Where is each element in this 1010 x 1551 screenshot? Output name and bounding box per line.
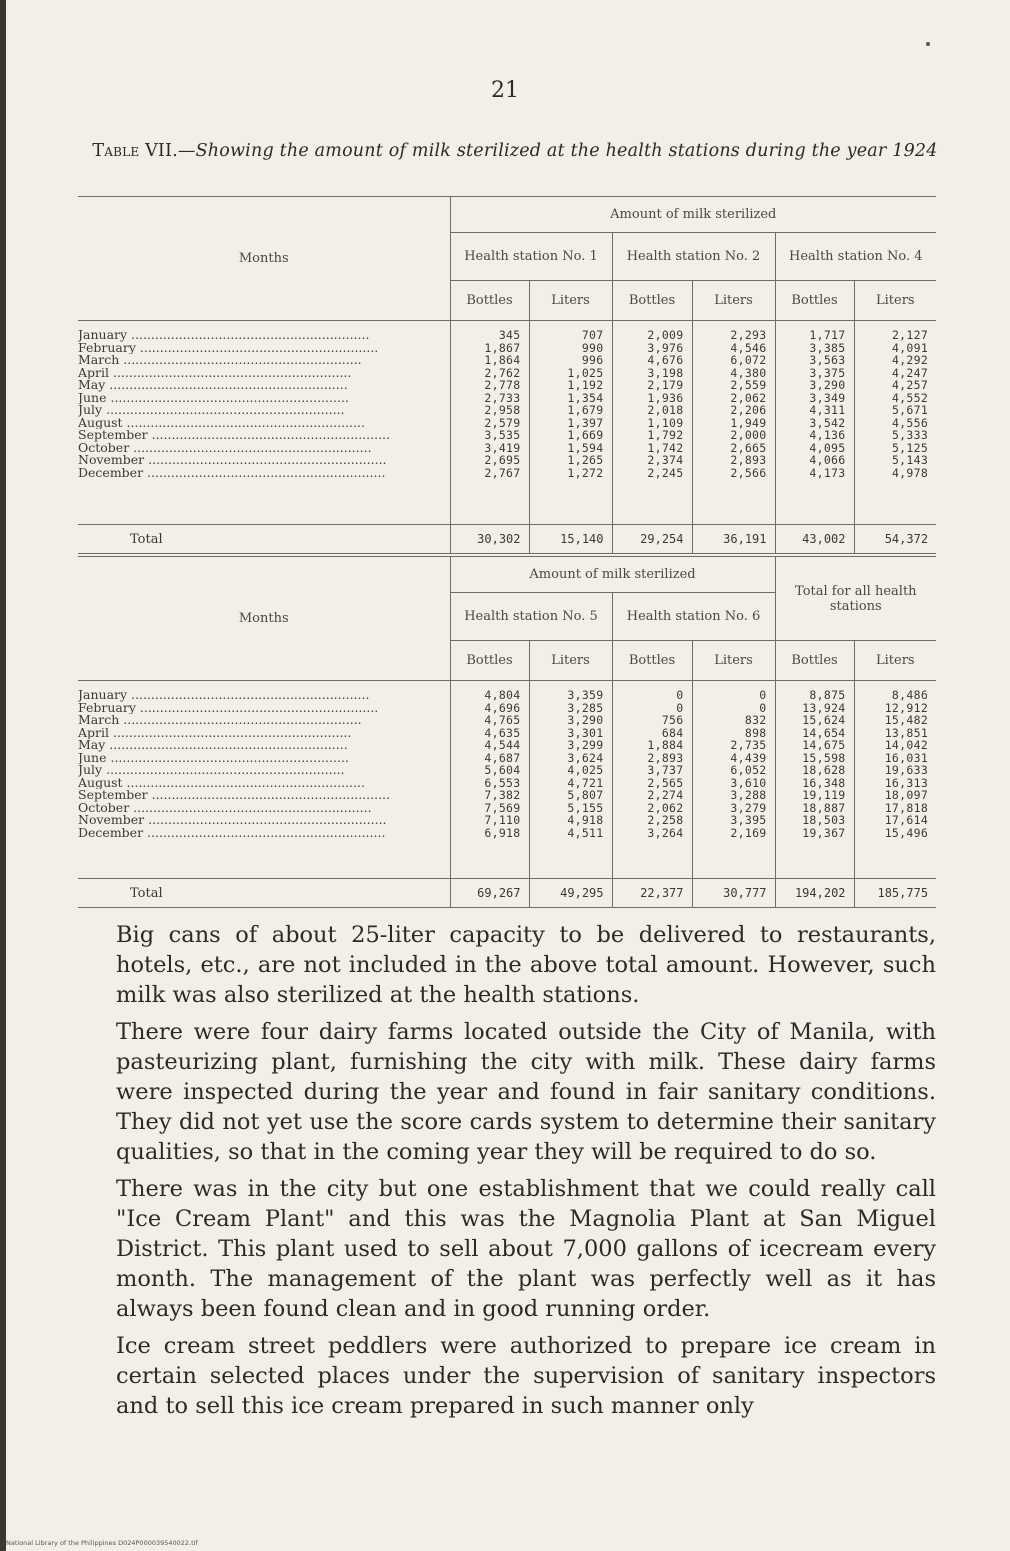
month-column bbox=[78, 321, 450, 525]
month-label: August ............................................................ bbox=[78, 416, 365, 429]
table-cell: 1,192 bbox=[567, 378, 604, 392]
liters-column bbox=[692, 681, 775, 879]
table-cell: 3,610 bbox=[730, 775, 767, 790]
table-cell: 19,633 bbox=[884, 763, 929, 777]
table-cell: 4,257 bbox=[891, 378, 929, 392]
table-cell: 4,292 bbox=[891, 353, 929, 367]
table-cell: 14,042 bbox=[884, 738, 929, 752]
total-label: Total bbox=[130, 885, 163, 901]
paragraph: Big cans of about 25-liter capacity to be delivered to restaurants, hotels, etc., are not included in the above total amount. However, such milk was also sterilized at the health stations. bbox=[116, 922, 936, 1008]
table-cell: 2,206 bbox=[730, 403, 767, 417]
total-value: 185,775 bbox=[854, 879, 936, 908]
table-cell: 2,735 bbox=[730, 738, 767, 752]
station-header: Health station No. 6 bbox=[612, 593, 775, 641]
month-label: September ............................................................ bbox=[78, 789, 390, 802]
station-header: Health station No. 5 bbox=[450, 593, 612, 641]
table-cell: 684 bbox=[661, 725, 684, 740]
table-cell: 19,119 bbox=[802, 788, 846, 802]
table-cell: 2,018 bbox=[647, 403, 684, 417]
table-cell: 1,792 bbox=[647, 428, 684, 442]
table-cell: 2,274 bbox=[647, 788, 684, 802]
total-value: 194,202 bbox=[775, 879, 854, 908]
table-cell: 1,742 bbox=[647, 440, 684, 455]
table-cell: 2,062 bbox=[730, 390, 767, 405]
month-label: May ............................................................ bbox=[78, 739, 348, 752]
bottles-column bbox=[775, 321, 854, 525]
table-cell: 1,109 bbox=[647, 415, 684, 430]
table-cell: 8,486 bbox=[891, 688, 929, 702]
table-cell: 4,978 bbox=[891, 465, 929, 480]
table-cell: 4,173 bbox=[809, 465, 846, 480]
months-header: Months bbox=[78, 197, 450, 321]
table-cell: 2,695 bbox=[484, 453, 521, 467]
bottles-column bbox=[612, 321, 692, 525]
table-cell: 6,072 bbox=[730, 353, 767, 367]
table-title-label: Table VII. bbox=[92, 141, 178, 161]
table-cell: 4,918 bbox=[567, 813, 604, 827]
table-cell: 2,559 bbox=[730, 378, 767, 392]
table-cell: 4,546 bbox=[730, 340, 767, 355]
month-label: March ............................................................ bbox=[78, 354, 362, 367]
table-cell: 3,535 bbox=[484, 428, 521, 442]
table-cell: 756 bbox=[661, 713, 684, 727]
liters-header: Liters bbox=[692, 281, 775, 321]
table-cell: 3,563 bbox=[809, 353, 846, 367]
month-label: December ............................................................ bbox=[78, 466, 386, 479]
table-cell: 6,918 bbox=[484, 825, 521, 840]
table-cell: 0 bbox=[676, 688, 684, 702]
month-label: May ............................................................ bbox=[78, 379, 348, 392]
table-cell: 1,354 bbox=[567, 390, 604, 405]
total-value: 36,191 bbox=[692, 525, 775, 554]
table-cell: 0 bbox=[759, 700, 767, 715]
table-cell: 4,439 bbox=[730, 750, 767, 765]
liters-column bbox=[854, 321, 936, 525]
table-cell: 15,598 bbox=[802, 750, 846, 765]
table-title-caption: —Showing the amount of milk sterilized at the health stations during the year 1924 bbox=[177, 141, 938, 161]
table-cell: 13,924 bbox=[802, 700, 846, 715]
month-label: June ............................................................ bbox=[78, 751, 349, 764]
bottles-column bbox=[450, 321, 529, 525]
table-cell: 4,544 bbox=[484, 738, 521, 752]
table-cell: 3,359 bbox=[567, 688, 604, 702]
table-cell: 18,097 bbox=[884, 788, 929, 802]
table-cell: 3,395 bbox=[730, 813, 767, 827]
bottles-header: Bottles bbox=[450, 641, 529, 681]
table-cell: 1,864 bbox=[484, 353, 521, 367]
table-cell: 2,566 bbox=[730, 465, 767, 480]
table-cell: 996 bbox=[581, 353, 604, 367]
total-value: 22,377 bbox=[612, 879, 692, 908]
liters-header: Liters bbox=[529, 281, 612, 321]
table-cell: 4,311 bbox=[809, 403, 846, 417]
total-value: 49,295 bbox=[529, 879, 612, 908]
page-binding-edge bbox=[0, 0, 6, 1551]
month-label: July ............................................................ bbox=[78, 764, 345, 777]
station-header: Health station No. 2 bbox=[612, 233, 775, 281]
table-cell: 2,778 bbox=[484, 378, 521, 392]
table-cell: 4,676 bbox=[647, 353, 684, 367]
table-cell: 3,198 bbox=[647, 365, 684, 380]
month-label: February ............................................................ bbox=[78, 341, 379, 354]
table-cell: 17,818 bbox=[884, 800, 929, 815]
total-value: 54,372 bbox=[854, 525, 936, 554]
table-cell: 3,299 bbox=[567, 738, 604, 752]
table-cell: 1,679 bbox=[567, 403, 604, 417]
month-label: August ............................................................ bbox=[78, 776, 365, 789]
body-text bbox=[116, 920, 936, 1428]
table-cell: 2,000 bbox=[730, 428, 767, 442]
table-cell: 15,496 bbox=[884, 825, 929, 840]
total-value: 43,002 bbox=[775, 525, 854, 554]
table-cell: 15,482 bbox=[884, 713, 929, 727]
table-cell: 5,671 bbox=[891, 403, 929, 417]
table-cell: 4,696 bbox=[484, 700, 521, 715]
table-cell: 2,579 bbox=[484, 415, 521, 430]
table-cell: 3,285 bbox=[567, 700, 604, 715]
table-title bbox=[80, 138, 950, 165]
total-value: 69,267 bbox=[450, 879, 529, 908]
table-cell: 5,125 bbox=[891, 440, 929, 455]
milk-table-stations-1-2-4 bbox=[78, 196, 936, 554]
table-cell: 2,127 bbox=[891, 328, 929, 342]
table-cell: 2,258 bbox=[647, 813, 684, 827]
bottles-header: Bottles bbox=[450, 281, 529, 321]
total-value: 15,140 bbox=[529, 525, 612, 554]
table-cell: 3,385 bbox=[809, 340, 846, 355]
table-cell: 2,009 bbox=[647, 328, 684, 342]
table-cell: 19,367 bbox=[802, 825, 846, 840]
total-value: 30,302 bbox=[450, 525, 529, 554]
month-label: October ............................................................ bbox=[78, 441, 372, 454]
table-cell: 4,095 bbox=[809, 440, 846, 455]
month-label: December ............................................................ bbox=[78, 826, 386, 839]
table-cell: 2,245 bbox=[647, 465, 684, 480]
table-cell: 7,569 bbox=[484, 800, 521, 815]
table-cell: 7,382 bbox=[484, 788, 521, 802]
table-cell: 2,062 bbox=[647, 800, 684, 815]
table-cell: 4,247 bbox=[891, 365, 929, 380]
table-cell: 0 bbox=[676, 700, 684, 715]
bottles-column bbox=[612, 681, 692, 879]
table-cell: 2,565 bbox=[647, 775, 684, 790]
table-cell: 4,136 bbox=[809, 428, 846, 442]
table-cell: 3,375 bbox=[809, 365, 846, 380]
table-cell: 2,893 bbox=[647, 750, 684, 765]
month-label: January ............................................................ bbox=[78, 689, 370, 702]
table-cell: 6,052 bbox=[730, 763, 767, 777]
table-cell: 18,887 bbox=[802, 800, 846, 815]
total-row bbox=[78, 525, 936, 554]
table-cell: 1,397 bbox=[567, 415, 604, 430]
table-cell: 1,936 bbox=[647, 390, 684, 405]
table-cell: 17,614 bbox=[884, 813, 929, 827]
month-column bbox=[78, 681, 450, 879]
table-cell: 14,654 bbox=[802, 725, 846, 740]
table-cell: 3,624 bbox=[567, 750, 604, 765]
table-cell: 898 bbox=[744, 725, 767, 740]
milk-table-stations-5-6-total bbox=[78, 556, 936, 908]
table-cell: 2,179 bbox=[647, 378, 684, 392]
total-row bbox=[78, 879, 936, 908]
total-value: 30,777 bbox=[692, 879, 775, 908]
table-cell: 1,867 bbox=[484, 340, 521, 355]
station-header: Health station No. 4 bbox=[775, 233, 936, 281]
month-label: July ............................................................ bbox=[78, 404, 345, 417]
table-cell: 5,807 bbox=[567, 788, 604, 802]
table-cell: 3,976 bbox=[647, 340, 684, 355]
table-cell: 1,272 bbox=[567, 465, 604, 480]
table-cell: 0 bbox=[759, 688, 767, 702]
table-cell: 4,380 bbox=[730, 365, 767, 380]
month-label: September ............................................................ bbox=[78, 429, 390, 442]
table-cell: 2,665 bbox=[730, 440, 767, 455]
table-cell: 2,293 bbox=[730, 328, 767, 342]
table-cell: 16,348 bbox=[802, 775, 846, 790]
table-cell: 7,110 bbox=[484, 813, 521, 827]
table-cell: 2,169 bbox=[730, 825, 767, 840]
month-label: November ............................................................ bbox=[78, 454, 387, 467]
month-label: February ............................................................ bbox=[78, 701, 379, 714]
total-all-stations-header: Total for all health stations bbox=[775, 557, 936, 641]
month-label: April ............................................................ bbox=[78, 726, 352, 739]
liters-column bbox=[692, 321, 775, 525]
bottles-column bbox=[775, 681, 854, 879]
table-cell: 3,290 bbox=[809, 378, 846, 392]
total-value: 29,254 bbox=[612, 525, 692, 554]
bottles-header: Bottles bbox=[612, 281, 692, 321]
table-cell: 3,737 bbox=[647, 763, 684, 777]
group-header: Amount of milk sterilized bbox=[450, 197, 936, 233]
table-cell: 1,884 bbox=[647, 738, 684, 752]
table-cell: 3,419 bbox=[484, 440, 521, 455]
table-cell: 1,594 bbox=[567, 440, 604, 455]
table-cell: 1,949 bbox=[730, 415, 767, 430]
table-cell: 832 bbox=[744, 713, 767, 727]
liters-column bbox=[854, 681, 936, 879]
bottles-column bbox=[450, 681, 529, 879]
table-cell: 4,635 bbox=[484, 725, 521, 740]
table-cell: 5,333 bbox=[891, 428, 929, 442]
table-cell: 1,025 bbox=[567, 365, 604, 380]
group-header: Amount of milk sterilized bbox=[450, 557, 775, 593]
table-cell: 2,374 bbox=[647, 453, 684, 467]
table-cell: 16,313 bbox=[884, 775, 929, 790]
month-label: March ............................................................ bbox=[78, 714, 362, 727]
table-cell: 4,511 bbox=[567, 825, 604, 840]
scan-footer-note: National Library of the Philippines D024P000039540022.tif bbox=[6, 1539, 198, 1547]
bottles-header: Bottles bbox=[612, 641, 692, 681]
table-cell: 13,851 bbox=[884, 725, 929, 740]
table-cell: 4,552 bbox=[891, 390, 929, 405]
liters-header: Liters bbox=[529, 641, 612, 681]
table-cell: 18,503 bbox=[802, 813, 846, 827]
ink-speck bbox=[926, 42, 930, 46]
table-cell: 4,765 bbox=[484, 713, 521, 727]
table-cell: 3,301 bbox=[567, 725, 604, 740]
table-cell: 4,687 bbox=[484, 750, 521, 765]
paragraph: There were four dairy farms located outside the City of Manila, with pasteurizing plant, furnishing the city with milk. These dairy farms were inspected during the year and found in fair sanitary conditions. They did not yet use the score cards system to determine their sanitary qualities, so that in the coming year they will be required to do so. bbox=[116, 1019, 936, 1165]
table-cell: 8,875 bbox=[809, 688, 846, 702]
table-cell: 14,675 bbox=[802, 738, 846, 752]
month-label: June ............................................................ bbox=[78, 391, 349, 404]
table-cell: 4,804 bbox=[484, 688, 521, 702]
table-cell: 12,912 bbox=[884, 700, 929, 715]
table-cell: 707 bbox=[581, 328, 604, 342]
month-label: November ............................................................ bbox=[78, 814, 387, 827]
table-cell: 3,288 bbox=[730, 788, 767, 802]
table-cell: 3,349 bbox=[809, 390, 846, 405]
paragraph: There was in the city but one establishment that we could really call "Ice Cream Plant" and this was the Magnolia Plant at San Miguel District. This plant used to sell about 7,000 gallons of icecream every month. The management of the plant was perfectly well as it has always been found clean and in good running order. bbox=[116, 1176, 936, 1322]
months-header: Months bbox=[78, 557, 450, 681]
table-cell: 3,542 bbox=[809, 415, 846, 430]
table-cell: 4,066 bbox=[809, 453, 846, 467]
total-label: Total bbox=[130, 531, 163, 547]
table-cell: 345 bbox=[498, 328, 521, 342]
table-cell: 2,767 bbox=[484, 465, 521, 480]
station-header: Health station No. 1 bbox=[450, 233, 612, 281]
table-cell: 1,265 bbox=[567, 453, 604, 467]
table-cell: 1,669 bbox=[567, 428, 604, 442]
table-cell: 18,628 bbox=[802, 763, 846, 777]
bottles-header: Bottles bbox=[775, 281, 854, 321]
table-cell: 6,553 bbox=[484, 775, 521, 790]
table-cell: 4,025 bbox=[567, 763, 604, 777]
month-label: October ............................................................ bbox=[78, 801, 372, 814]
table-cell: 4,721 bbox=[567, 775, 604, 790]
table-cell: 3,279 bbox=[730, 800, 767, 815]
table-cell: 5,604 bbox=[484, 763, 521, 777]
table-cell: 15,624 bbox=[802, 713, 846, 727]
paragraph: Ice cream street peddlers were authorized to prepare ice cream in certain selected places under the supervision of sanitary inspectors and to sell this ice cream prepared in such manner only bbox=[116, 1333, 936, 1419]
liters-header: Liters bbox=[692, 641, 775, 681]
month-label: April ............................................................ bbox=[78, 366, 352, 379]
table-cell: 4,091 bbox=[891, 340, 929, 355]
table-cell: 2,762 bbox=[484, 365, 521, 380]
table-cell: 2,733 bbox=[484, 390, 521, 405]
table-cell: 3,290 bbox=[567, 713, 604, 727]
page-number: 21 bbox=[491, 78, 519, 103]
bottles-header: Bottles bbox=[775, 641, 854, 681]
table-cell: 5,143 bbox=[891, 453, 929, 467]
liters-column bbox=[529, 681, 612, 879]
liters-header: Liters bbox=[854, 641, 936, 681]
table-cell: 2,893 bbox=[730, 453, 767, 467]
table-cell: 16,031 bbox=[884, 750, 929, 765]
table-cell: 1,717 bbox=[809, 328, 846, 342]
table-cell: 4,556 bbox=[891, 415, 929, 430]
table-cell: 990 bbox=[581, 340, 604, 355]
table-cell: 2,958 bbox=[484, 403, 521, 417]
month-label: January ............................................................ bbox=[78, 329, 370, 342]
table-cell: 3,264 bbox=[647, 825, 684, 840]
liters-header: Liters bbox=[854, 281, 936, 321]
table-cell: 5,155 bbox=[567, 800, 604, 815]
liters-column bbox=[529, 321, 612, 525]
